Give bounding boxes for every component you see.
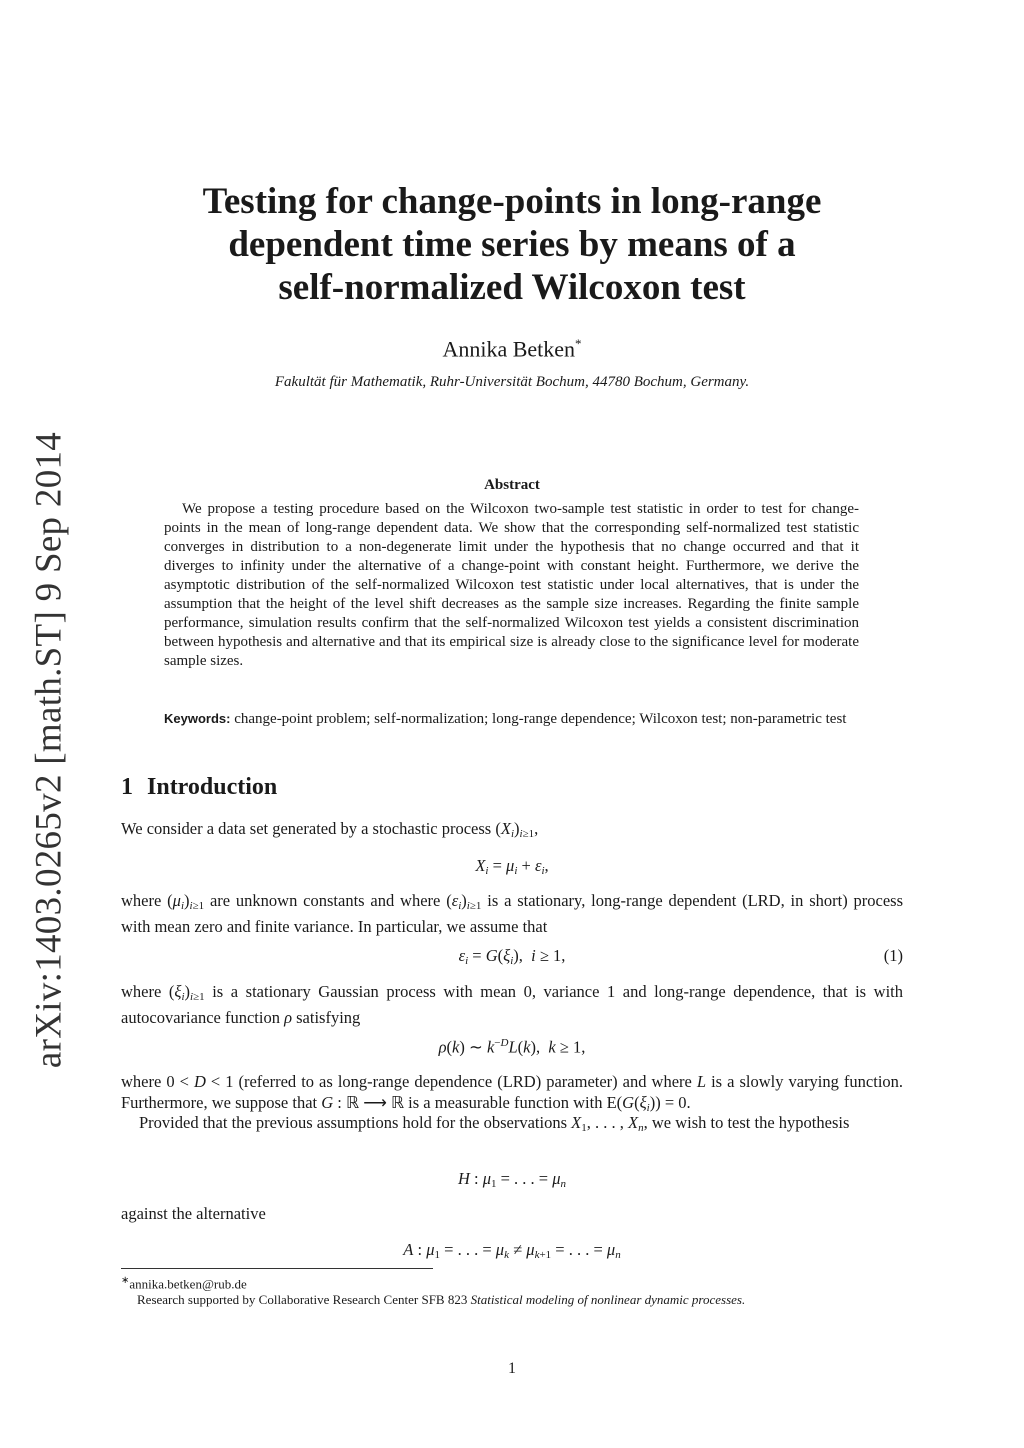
abstract-heading: Abstract	[484, 477, 540, 493]
abstract-body: We propose a testing procedure based on the Wilcoxon two-sample test statistic in order to test for change-points in the mean of long-range dependent data. We show that the corresponding self-normalized test statistic converges in distribution to a non-degenerate limit under the hypothesis that no change occurred and that it diverges to infinity under the alternative of a change-point with constant height. Furthermore, we derive the asymptotic distribution of the self-normalized Wilcoxon test statistic under local alternatives, that is under the assumption that the height of the level shift decreases as the sample size increases. Regarding the finite sample performance, simulation results confirm that the self-normalized Wilcoxon test yields a consistent discrimination between hypothesis and alternative and that its empirical size is already close to the significance level for moderate sample sizes.	[164, 501, 859, 669]
section-heading	[121, 774, 277, 801]
intro-paragraph-5: Provided that the previous assumptions hold for the observations $X_1$, . . . , $X_n$, we wish to test the hypothesis	[139, 1113, 850, 1134]
equation-number: (1)	[883, 946, 903, 965]
keywords	[164, 709, 859, 729]
equation-autocovariance: ρ(k) ∼ $k^{-D}L(k)$, k ≥ 1,	[438, 1037, 586, 1057]
keywords-label: Keywords:	[164, 711, 231, 726]
intro-paragraph-4: where 0 < D < 1 (referred to as long-range dependence (LRD) parameter) and where L is a slowly varying function. Furthermore, we suppose that G : ℝ ⟶ ℝ is a measurable function with $E(G(\xi_i)) = 0$.	[121, 1072, 904, 1114]
section-number: 1	[121, 774, 133, 800]
title-line: self-normalized Wilcoxon test	[278, 267, 746, 308]
author-footnote-mark: *	[575, 336, 582, 351]
footnote-rule	[121, 1268, 433, 1269]
intro-paragraph-3: where $(\xi_i)_{i\ge 1}$ is a stationary Gaussian process with mean 0, variance 1 and long-range dependence, that is with autocovariance function ρ satisfying	[121, 982, 903, 1027]
author-name: Annika Betken	[442, 336, 576, 362]
equation-model: $X_i = \mu_i + \varepsilon_i$,	[475, 856, 549, 877]
title-line: dependent time series by means of a	[228, 224, 796, 265]
intro-paragraph-1: We consider a data set generated by a stochastic process $(X_i)_{i\ge 1}$,	[121, 819, 539, 840]
keywords-list: change-point problem; self-normalization; long-range dependence; Wilcoxon test; non-parametric test	[234, 711, 847, 727]
affiliation: Fakultät für Mathematik, Ruhr-Universität Bochum, 44780 Bochum, Germany.	[274, 374, 750, 390]
footnote-support: Research supported by Collaborative Research Center SFB 823 Statistical modeling of nonlinear dynamic processes.	[137, 1292, 746, 1307]
section-title: Introduction	[147, 774, 278, 800]
author-line	[130, 336, 894, 362]
intro-paragraph-2: where $(\mu_i)_{i\ge 1}$ are unknown constants and where $(\varepsilon_i)_{i\ge 1}$ is a stationary, long-range dependent (LRD, in short) process with mean zero and finite variance. In particular, we assume that	[121, 891, 904, 936]
title-line: Testing for change-points in long-range	[202, 181, 822, 222]
footnote-email: ∗annika.betken@rub.de	[121, 1275, 247, 1292]
author-email[interactable]: annika.betken@rub.de	[129, 1276, 247, 1292]
equation-hypothesis: H : $\mu_1$ = . . . = $\mu_n$	[457, 1169, 567, 1190]
arxiv-identifier-text: arXiv:1403.0265v2 [math.ST] 9 Sep 2014	[28, 431, 70, 1069]
equation-1: $\varepsilon_i = G(\xi_i)$, i ≥ 1, (1)	[458, 946, 903, 967]
intro-paragraph-6: against the alternative	[121, 1204, 266, 1223]
page-number: 1	[508, 1360, 516, 1377]
paper-title	[130, 180, 894, 309]
project-title: Statistical modeling of nonlinear dynamic processes.	[470, 1292, 746, 1307]
equation-alternative: A : $\mu_1$ = . . . = $\mu_k \ne \mu_{k+1}$ = . . . = $\mu_n$	[403, 1240, 621, 1261]
